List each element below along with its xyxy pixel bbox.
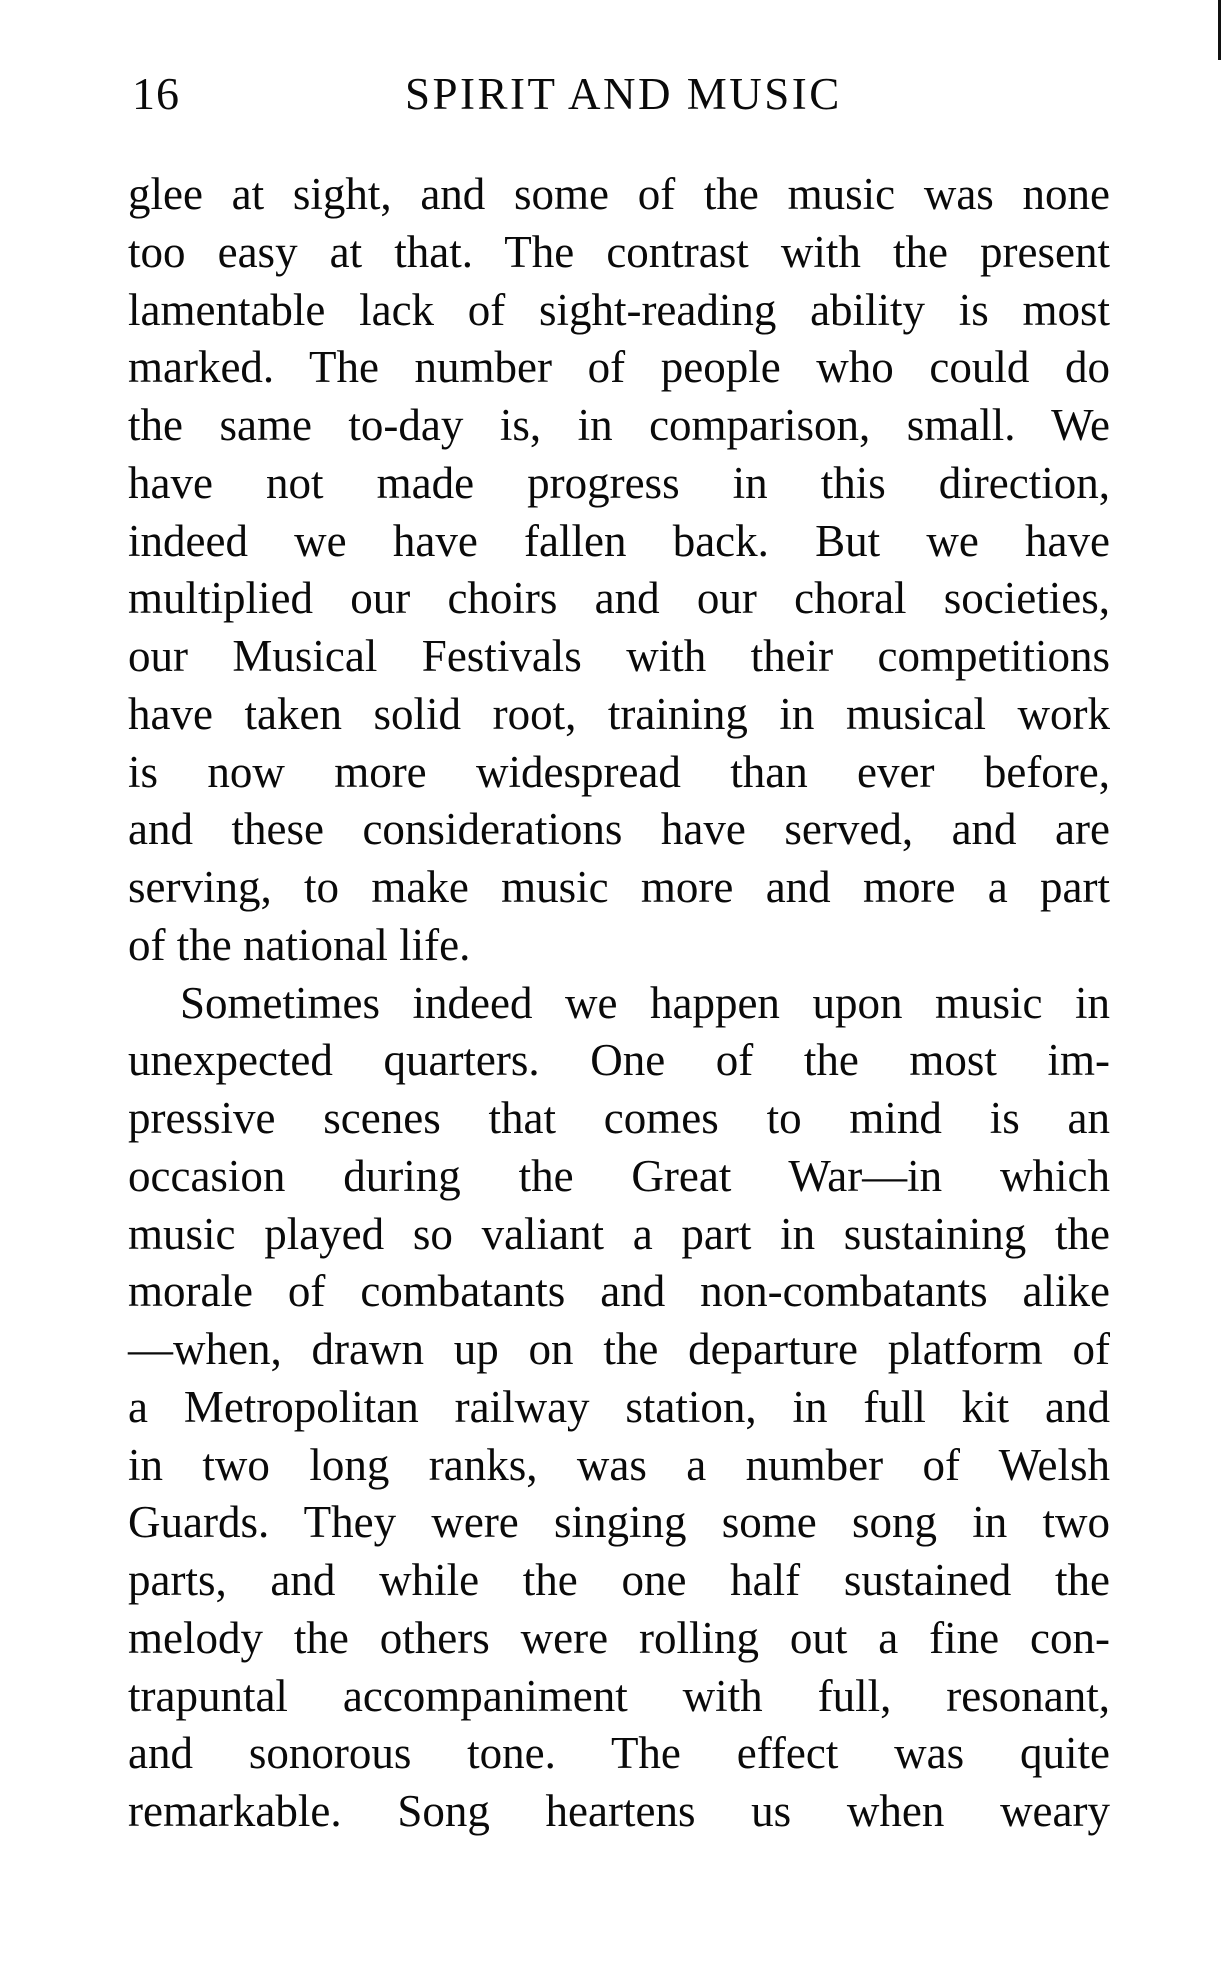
page-number: 16 xyxy=(132,68,180,119)
text-line: too easy at that. The contrast with the present xyxy=(128,226,1110,277)
text-line: is now more widespread than ever before, xyxy=(128,746,1110,797)
running-title: SPIRIT AND MUSIC xyxy=(405,69,842,119)
text-line: Guards. They were singing some song in two xyxy=(128,1497,1110,1548)
text-line: in two long ranks, was a number of Welsh xyxy=(128,1439,1110,1490)
text-line: melody the others were rolling out a fine con- xyxy=(128,1612,1110,1663)
text-line: a Metropolitan railway station, in full kit and xyxy=(128,1381,1110,1432)
text-line: pressive scenes that comes to mind is an xyxy=(128,1093,1110,1143)
text-line: have not made progress in this direction, xyxy=(128,457,1110,508)
text-line: and these considerations have served, and are xyxy=(128,804,1110,855)
text-line: music played so valiant a part in sustaining the xyxy=(128,1208,1110,1259)
text-line: —when, drawn up on the departure platform of xyxy=(128,1324,1110,1374)
text-line: occasion during the Great War—in which xyxy=(128,1150,1110,1201)
text-line: have taken solid root, training in musical work xyxy=(128,688,1110,739)
text-line: multiplied our choirs and our choral societies, xyxy=(128,573,1110,624)
text-line: Sometimes indeed we happen upon music in xyxy=(180,977,1110,1028)
text-line: unexpected quarters. One of the most im- xyxy=(128,1035,1110,1086)
page-body xyxy=(128,166,1110,1841)
text-line: lamentable lack of sight-reading ability is most xyxy=(128,284,1110,335)
text-line: our Musical Festivals with their competitions xyxy=(128,631,1110,681)
text-line: marked. The number of people who could do xyxy=(128,342,1110,393)
text-line: trapuntal accompaniment with full, resonant, xyxy=(128,1670,1110,1721)
text-line: serving, to make music more and more a part xyxy=(128,862,1110,912)
text-line: remarkable. Song heartens us when weary xyxy=(128,1786,1110,1836)
text-line: morale of combatants and non-combatants alike xyxy=(128,1266,1110,1317)
text-line: and sonorous tone. The effect was quite xyxy=(128,1728,1110,1779)
text-line: of the national life. xyxy=(128,919,471,970)
paragraph-1 xyxy=(128,166,1110,975)
text-line: the same to-day is, in comparison, small. We xyxy=(128,400,1110,450)
running-head xyxy=(128,66,1110,122)
text-line: indeed we have fallen back. But we have xyxy=(128,515,1110,566)
text-line: parts, and while the one half sustained the xyxy=(128,1555,1110,1605)
scan-edge-mark xyxy=(1218,0,1221,60)
paragraph-2 xyxy=(128,975,1110,1841)
text-line: glee at sight, and some of the music was none xyxy=(128,169,1110,219)
